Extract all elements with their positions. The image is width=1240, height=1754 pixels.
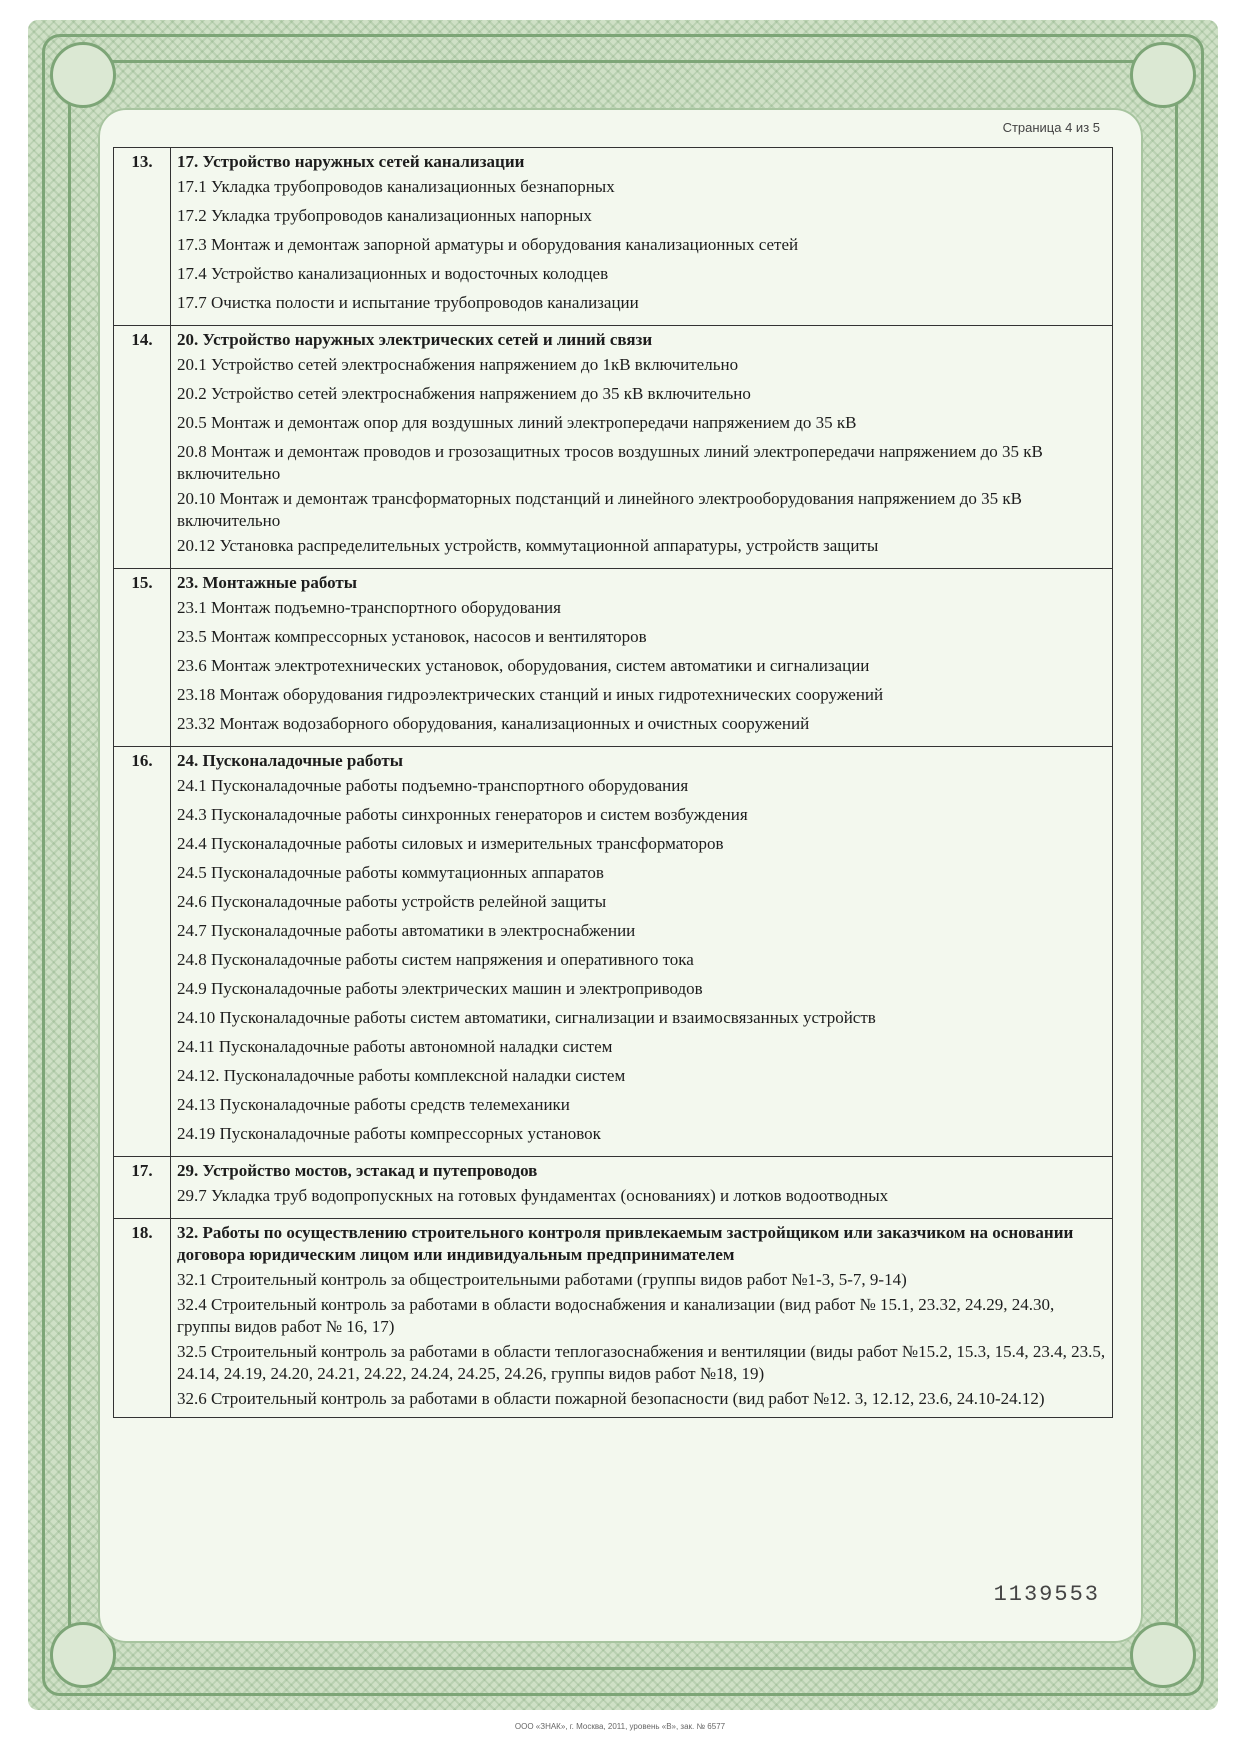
- row-number: 14.: [114, 326, 171, 569]
- page-number: Страница 4 из 5: [1002, 120, 1100, 135]
- work-item: 24.6 Пусконаладочные работы устройств релейной защиты: [177, 892, 607, 911]
- work-item: 24.7 Пусконаладочные работы автоматики в электроснабжении: [177, 921, 636, 940]
- work-group-title: 29. Устройство мостов, эстакад и путепроводов: [177, 1161, 538, 1180]
- work-item: 20.1 Устройство сетей электроснабжения напряжением до 1кВ включительно: [177, 355, 739, 374]
- row-content: [171, 1157, 1113, 1219]
- work-types-table: [113, 147, 1113, 1418]
- work-item: 17.4 Устройство канализационных и водосточных колодцев: [177, 264, 609, 283]
- work-group-title: 23. Монтажные работы: [177, 573, 357, 592]
- work-item: 20.8 Монтаж и демонтаж проводов и грозозащитных тросов воздушных линий электропередачи напряжением до 35 кВ включительно: [177, 442, 1043, 483]
- work-group-title: 17. Устройство наружных сетей канализации: [177, 152, 525, 171]
- work-item: 20.2 Устройство сетей электроснабжения напряжением до 35 кВ включительно: [177, 384, 751, 403]
- row-number: 15.: [114, 569, 171, 747]
- row-number: 17.: [114, 1157, 171, 1219]
- work-group-title: 32. Работы по осуществлению строительного контроля привлекаемым застройщиком или заказчиком на основании договора юридическим лицом или индивидуальным предпринимателем: [177, 1223, 1074, 1264]
- work-item: 24.10 Пусконаладочные работы систем автоматики, сигнализации и взаимосвязанных устройств: [177, 1008, 876, 1027]
- work-item: 29.7 Укладка труб водопропускных на готовых фундаментах (основаниях) и лотков водоотводных: [177, 1186, 889, 1205]
- work-item: 24.13 Пусконаладочные работы средств телемеханики: [177, 1095, 570, 1114]
- corner-ornament: [50, 42, 116, 108]
- row-content: [171, 148, 1113, 326]
- work-item: 24.5 Пусконаладочные работы коммутационных аппаратов: [177, 863, 604, 882]
- work-item: 23.5 Монтаж компрессорных установок, насосов и вентиляторов: [177, 627, 647, 646]
- work-item: 17.1 Укладка трубопроводов канализационных безнапорных: [177, 177, 615, 196]
- printer-note: ООО «ЗНАК», г. Москва, 2011, уровень «В», зак. № 6577: [514, 1722, 726, 1731]
- work-item: 17.2 Укладка трубопроводов канализационных напорных: [177, 206, 592, 225]
- work-item: 20.12 Установка распределительных устройств, коммутационной аппаратуры, устройств защиты: [177, 536, 879, 555]
- work-item: 17.7 Очистка полости и испытание трубопроводов канализации: [177, 293, 639, 312]
- work-item: 20.10 Монтаж и демонтаж трансформаторных подстанций и линейного электрооборудования напряжением до 35 кВ включительно: [177, 489, 1022, 530]
- work-item: 24.3 Пусконаладочные работы синхронных генераторов и систем возбуждения: [177, 805, 748, 824]
- table-row: [114, 569, 1113, 747]
- work-item: 24.12. Пусконаладочные работы комплексной наладки систем: [177, 1066, 626, 1085]
- row-content: [171, 747, 1113, 1157]
- table-row: [114, 1157, 1113, 1219]
- table-row: [114, 1219, 1113, 1418]
- work-item: 32.6 Строительный контроль за работами в области пожарной безопасности (вид работ №12. 3, 12.12, 23.6, 24.10-24.12): [177, 1389, 1045, 1408]
- work-item: 24.9 Пусконаладочные работы электрических машин и электроприводов: [177, 979, 703, 998]
- row-number: 16.: [114, 747, 171, 1157]
- work-item: 23.6 Монтаж электротехнических установок, оборудования, систем автоматики и сигнализации: [177, 656, 870, 675]
- row-content: [171, 1219, 1113, 1418]
- work-item: 32.5 Строительный контроль за работами в области теплогазоснабжения и вентиляции (виды работ №15.2, 15.3, 15.4, 23.4, 23.5, 24.14, 24.19, 24.20, 24.21, 24.22, 24.24, 24.25, 24.26, группы видов работ №18, 19): [177, 1342, 1106, 1383]
- work-group-title: 24. Пусконаладочные работы: [177, 751, 404, 770]
- work-item: 24.8 Пусконаладочные работы систем напряжения и оперативного тока: [177, 950, 694, 969]
- work-item: 24.11 Пусконаладочные работы автономной наладки систем: [177, 1037, 613, 1056]
- work-group-title: 20. Устройство наружных электрических сетей и линий связи: [177, 330, 653, 349]
- work-item: 23.18 Монтаж оборудования гидроэлектрических станций и иных гидротехнических сооружений: [177, 685, 884, 704]
- table-row: [114, 148, 1113, 326]
- row-content: [171, 326, 1113, 569]
- serial-number: 1139553: [993, 1582, 1100, 1607]
- work-item: 32.1 Строительный контроль за общестроительными работами (группы видов работ №1-3, 5-7, 9-14): [177, 1270, 907, 1289]
- table-row: [114, 747, 1113, 1157]
- work-item: 17.3 Монтаж и демонтаж запорной арматуры и оборудования канализационных сетей: [177, 235, 799, 254]
- table-row: [114, 326, 1113, 569]
- row-number: 18.: [114, 1219, 171, 1418]
- work-item: 23.1 Монтаж подъемно-транспортного оборудования: [177, 598, 561, 617]
- work-item: 23.32 Монтаж водозаборного оборудования, канализационных и очистных сооружений: [177, 714, 810, 733]
- work-item: 32.4 Строительный контроль за работами в области водоснабжения и канализации (вид работ № 15.1, 23.32, 24.29, 24.30, группы видов работ № 16, 17): [177, 1295, 1055, 1336]
- work-item: 24.4 Пусконаладочные работы силовых и измерительных трансформаторов: [177, 834, 724, 853]
- work-item: 24.19 Пусконаладочные работы компрессорных установок: [177, 1124, 601, 1143]
- corner-ornament: [1130, 42, 1196, 108]
- work-item: 24.1 Пусконаладочные работы подъемно-транспортного оборудования: [177, 776, 689, 795]
- corner-ornament: [1130, 1622, 1196, 1688]
- work-item: 20.5 Монтаж и демонтаж опор для воздушных линий электропередачи напряжением до 35 кВ: [177, 413, 857, 432]
- row-content: [171, 569, 1113, 747]
- row-number: 13.: [114, 148, 171, 326]
